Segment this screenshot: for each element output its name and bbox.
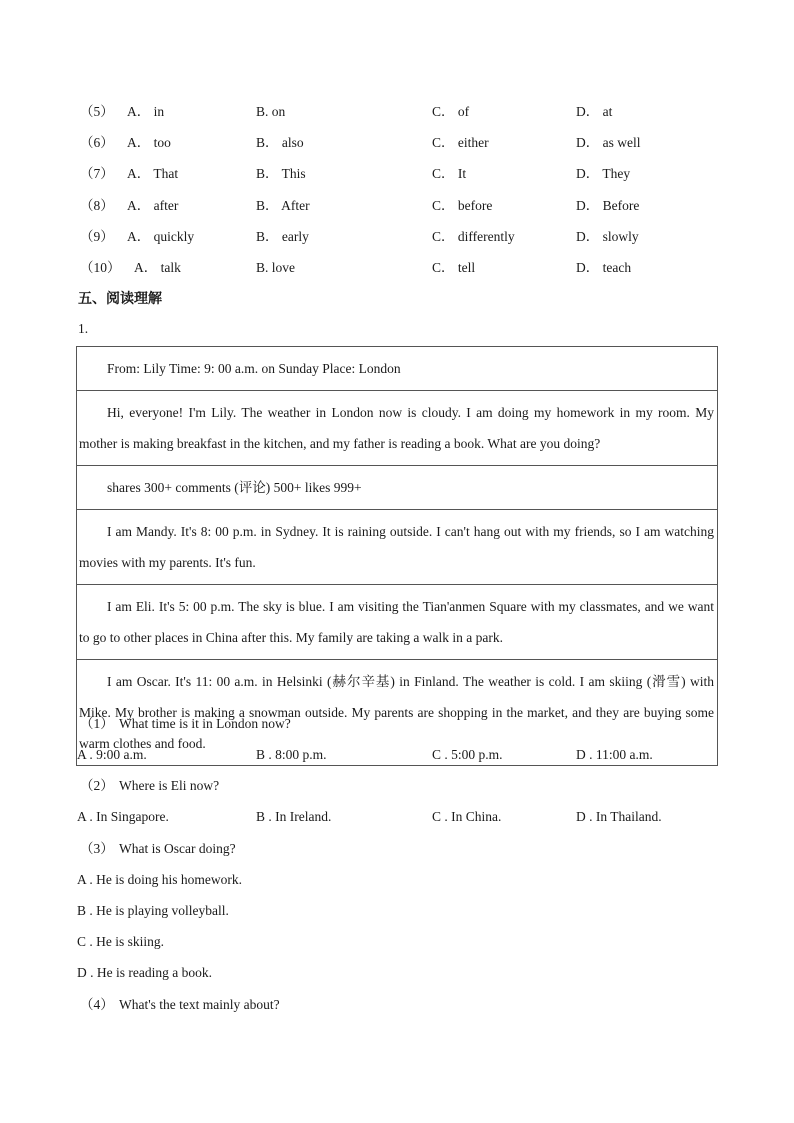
question-number: （10） [80,260,121,275]
option-d: D． as well [576,135,641,150]
post-stats-row [77,466,718,510]
post-header: From: Lily Time: 9: 00 a.m. on Sunday Place: London [107,361,401,376]
option-d: D． teach [576,260,632,275]
question-number: （6） [80,135,114,150]
option-a: A． after [127,198,179,213]
question-text: What's the text mainly about? [119,997,280,1012]
option-a: A． too [127,135,171,150]
option-b: B . In Ireland. [256,809,332,824]
option-d: D． slowly [576,229,639,244]
option-c: C． tell [432,260,476,275]
option-b: B． early [256,229,309,244]
option-a: A． talk [134,260,181,275]
option-c: C． either [432,135,489,150]
question-number: （4） [80,997,114,1012]
reply-eli: I am Eli. It's 5: 00 p.m. The sky is blue. I am visiting the Tian'anmen Square with my classmates, and we want to go to other places in China after this. My family are taking a walk in a park. [79,599,714,645]
post-body: Hi, everyone! I'm Lily. The weather in London now is cloudy. I am doing my homework in my room. My mother is making breakfast in the kitchen, and my father is reading a book. What are you doing? [79,405,714,451]
option-a: A． in [127,104,165,119]
question-row-10 [0,258,794,278]
question-4 [0,995,794,1015]
question-2 [0,776,794,796]
option-b: B . 8:00 p.m. [256,747,327,762]
section-heading: 五、阅读理解 [78,291,162,307]
option-b: B. love [256,260,295,275]
question-text: What time is it in London now? [119,716,291,731]
question-1 [0,714,794,734]
question-row-7 [0,164,794,184]
reply-eli-row [77,585,718,660]
option-b: B． After [256,198,310,213]
option-c: C． before [432,198,493,213]
option-a: A . He is doing his homework. [77,872,242,887]
option-c: C . 5:00 p.m. [432,747,503,762]
question-number: （8） [80,198,114,213]
reply-mandy-row [77,510,718,585]
question-row-6 [0,133,794,153]
option-a: A . In Singapore. [77,809,169,824]
option-c: C． It [432,166,467,181]
option-b: B . He is playing volleyball. [77,903,229,918]
option-d: D． Before [576,198,640,213]
question-number: （3） [80,841,114,856]
option-d: D . In Thailand. [576,809,662,824]
post-stats: shares 300+ comments (评论) 500+ likes 999+ [107,480,362,495]
option-d: D . He is reading a book. [77,965,212,980]
question-3 [0,839,794,859]
item-number: 1. [78,321,89,336]
option-c: C . In China. [432,809,502,824]
question-1-options [0,745,794,765]
option-b: B． also [256,135,304,150]
option-a: A． That [127,166,179,181]
reply-mandy: I am Mandy. It's 8: 00 p.m. in Sydney. It is raining outside. I can't hang out with my friends, so I am watching movies with my parents. It's fun. [79,524,714,570]
question-number: （5） [80,104,114,119]
option-d: D． They [576,166,631,181]
option-b: B． This [256,166,306,181]
option-d: D . 11:00 a.m. [576,747,653,762]
option-a: A． quickly [127,229,195,244]
option-b: B. on [256,104,286,119]
question-2-options [0,807,794,827]
reply-oscar: I am Oscar. It's 11: 00 a.m. in Helsinki (赫尔辛基) in Finland. The weather is cold. I am skiing (滑雪) with Mike. My brother is making a snowman outside. My parents are shopping in the market, and they are buying some warm clothes and food. [79,674,714,751]
question-row-5 [0,102,794,122]
option-c: C． of [432,104,470,119]
option-c: C． differently [432,229,515,244]
question-text: What is Oscar doing? [119,841,236,856]
question-text: Where is Eli now? [119,778,220,793]
question-row-9 [0,227,794,247]
option-c: C . He is skiing. [77,934,165,949]
question-number: （9） [80,229,114,244]
post-body-row [77,391,718,466]
post-table [76,346,718,766]
question-number: （2） [80,778,114,793]
question-row-8 [0,196,794,216]
question-number: （7） [80,166,114,181]
post-header-row [77,347,718,391]
option-a: A . 9:00 a.m. [77,747,147,762]
question-number: （1） [80,716,114,731]
option-d: D． at [576,104,613,119]
